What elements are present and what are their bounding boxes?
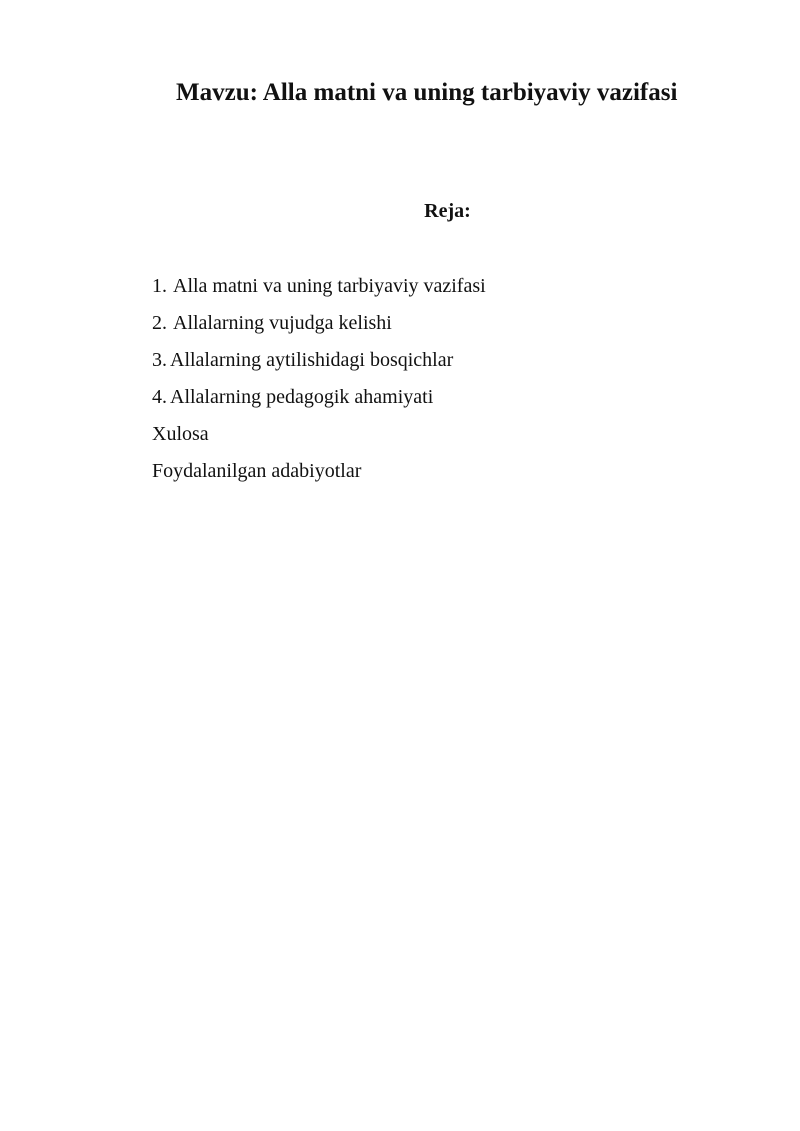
plan-item-number: 2.: [152, 312, 167, 334]
plan-item: [152, 379, 712, 416]
plan-item-number: 1.: [152, 275, 167, 297]
plan-item-number: 4.: [152, 386, 167, 408]
plan-item-number: 3.: [152, 349, 167, 371]
document-title: Mavzu: Alla matni va uning tarbiyaviy vazifasi: [176, 79, 678, 106]
plan-item-conclusion: Xulosa: [152, 423, 209, 445]
plan-item: [152, 342, 712, 379]
plan-item-references: Foydalanilgan adabiyotlar: [152, 460, 362, 482]
plan-list: [152, 268, 712, 490]
plan-heading: Reja:: [424, 200, 471, 222]
plan-item-text: Allalarning aytilishidagi bosqichlar: [170, 349, 454, 371]
plan-item-text: Allalarning vujudga kelishi: [173, 312, 392, 334]
plan-item: [152, 305, 712, 342]
plan-item-text: Alla matni va uning tarbiyaviy vazifasi: [173, 275, 486, 297]
plan-item: [152, 268, 712, 305]
plan-item-text: Allalarning pedagogik ahamiyati: [170, 386, 434, 408]
